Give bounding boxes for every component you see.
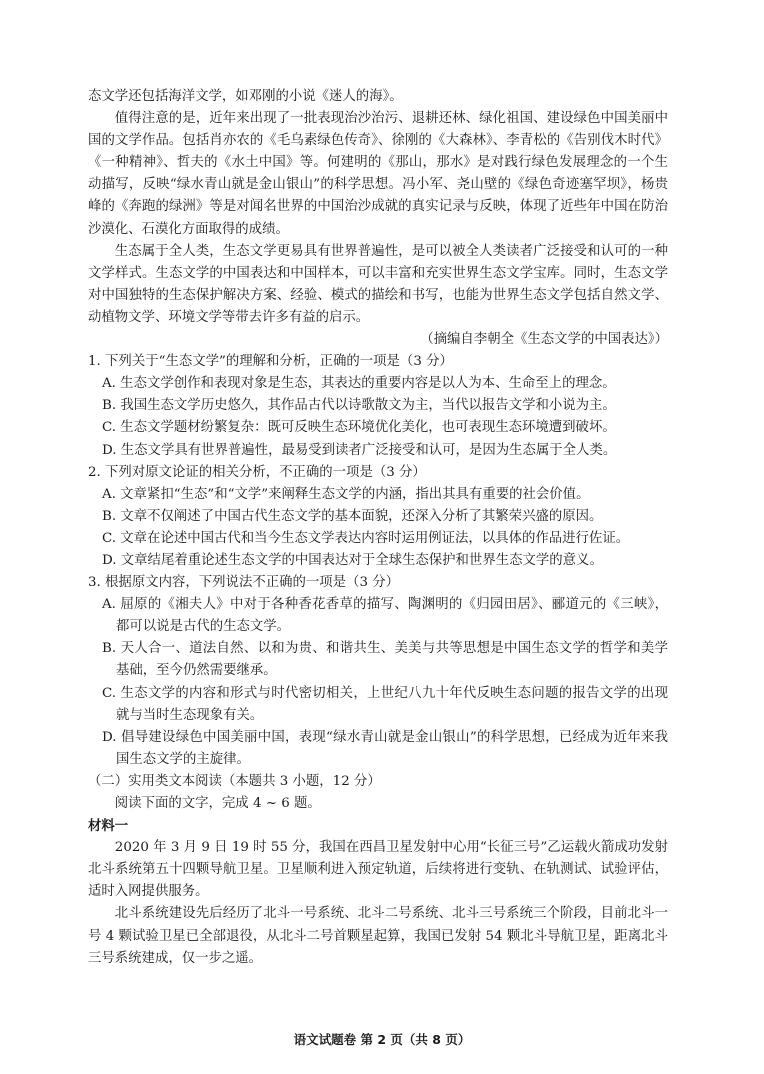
paragraph-2: 生态属于全人类，生态文学更易具有世界普遍性，是可以被全人类读者广泛接受和认可的一种文学样式。生态文学的中国表达和中国样本，可以丰富和充实世界生态文学宝库。同时，生态文学对中国独特的生态保护解决方案、经验、模式的描绘和书写，也能为世界生态文学包括自然文学、动植物文学、环境文学等带去许多有益的启示。 — [88, 243, 668, 325]
question-2-option-b: B. 文章不仅阐述了中国古代生态文学的基本面貌，还深入分析了其繁荣兴盛的原因。 — [102, 508, 603, 524]
question-1-option-b: B. 我国生态文学历史悠久，其作品古代以诗歌散文为主，当代以报告文学和小说为主。 — [102, 398, 616, 414]
question-1-stem: 1. 下列关于“生态文学”的理解和分析，正确的一项是（3 分） — [88, 354, 453, 370]
question-1-option-d: D. 生态文学具有世界普遍性，最易受到读者广泛接受和认可，是因为生态属于全人类。 — [102, 442, 617, 458]
intro-tail: 态文学还包括海洋文学，如邓刚的小说《迷人的海》。 — [88, 89, 403, 104]
material-1-title: 材料一 — [88, 818, 129, 835]
source-citation: （摘编自李朝全《生态文学的中国表达》） — [420, 332, 668, 348]
question-2 — [88, 462, 668, 572]
question-1-option-a: A. 生态文学创作和表现对象是生态，其表达的重要内容是以人为本、生命至上的理念。 — [102, 376, 616, 392]
question-1-option-c: C. 生态文学题材纷繁复杂：既可反映生态环境优化美化，也可表现生态环境遭到破坏。 — [102, 420, 616, 436]
question-2-option-d: D. 文章结尾着重论述生态文学的中国表达对于全球生态保护和世界生态文学的意义。 — [102, 552, 603, 568]
question-3-stem: 3. 根据原文内容，下列说法不正确的一项是（3 分） — [88, 575, 400, 591]
section-2-title: （二）实用类文本阅读（本题共 3 小题，12 分） — [88, 773, 381, 789]
question-2-option-a: A. 文章紧扣“生态”和“文学”来阐释生态文学的内涵，指出其具有重要的社会价值。 — [102, 486, 590, 502]
page-footer: 语文试题卷 第 2 页（共 8 页） — [293, 1032, 471, 1047]
question-3 — [88, 572, 668, 771]
material-1-paragraph-1: 2020 年 3 月 9 日 19 时 55 分，我国在西昌卫星发射中心用“长征三号”乙运载火箭成功发射北斗系统第五十四颗导航卫星。卫星顺利进入预定轨道，后续将进行变轨、在轨测试、试验评估，适时入网提供服务。 — [88, 840, 668, 900]
material-1-paragraph-2: 北斗系统建设先后经历了北斗一号系统、北斗二号系统、北斗三号系统三个阶段，目前北斗一号 4 颗试验卫星已全部退役，从北斗二号首颗星起算，我国已发射 54 颗北斗导航卫星，距离北斗三号系统建成，仅一步之遥。 — [88, 906, 668, 966]
question-3-option-b: B. 天人合一、道法自然、以和为贵、和谐共生、美美与共等思想是中国生态文学的哲学和美学基础，至今仍然需要继承。 — [102, 641, 668, 679]
section-2-instruction: 阅读下面的文字，完成 4 ~ 6 题。 — [114, 796, 321, 811]
question-3-option-c: C. 生态文学的内容和形式与时代密切相关，上世纪八九十年代反映生态问题的报告文学的出现就与当时生态现象有关。 — [102, 685, 668, 723]
question-1 — [88, 351, 668, 461]
document-page — [88, 86, 668, 970]
question-3-option-a: A. 屈原的《湘夫人》中对于各种香花香草的描写、陶渊明的《归园田居》、郦道元的《三峡》，都可以说是古代的生态文学。 — [102, 597, 668, 635]
paragraph-1: 值得注意的是，近年来出现了一批表现治沙治污、退耕还林、绿化祖国、建设绿色中国美丽中国的文学作品。包括肖亦农的《毛乌素绿色传奇》、徐刚的《大森林》、李青松的《告别伐木时代》《一种精神》、哲夫的《水土中国》等。何建明的《那山，那水》是对践行绿色发展理念的一个生动描写，反映“绿水青山就是金山银山”的科学思想。冯小军、尧山壁的《绿色奇迹塞罕坝》，杨贵峰的《奔跑的绿洲》等是对闻名世界的中国治沙成就的真实记录与反映，体现了近些年中国在防治沙漠化、石漠化方面取得的成绩。 — [88, 111, 668, 237]
question-2-stem: 2. 下列对原文论证的相关分析，不正确的一项是（3 分） — [88, 464, 426, 480]
question-3-option-d: D. 倡导建设绿色中国美丽中国，表现“绿水青山就是金山银山”的科学思想，已经成为近年来我国生态文学的主旋律。 — [102, 729, 668, 767]
question-2-option-c: C. 文章在论述中国古代和当今生态文学表达内容时运用例证法，以具体的作品进行佐证。 — [102, 530, 630, 546]
